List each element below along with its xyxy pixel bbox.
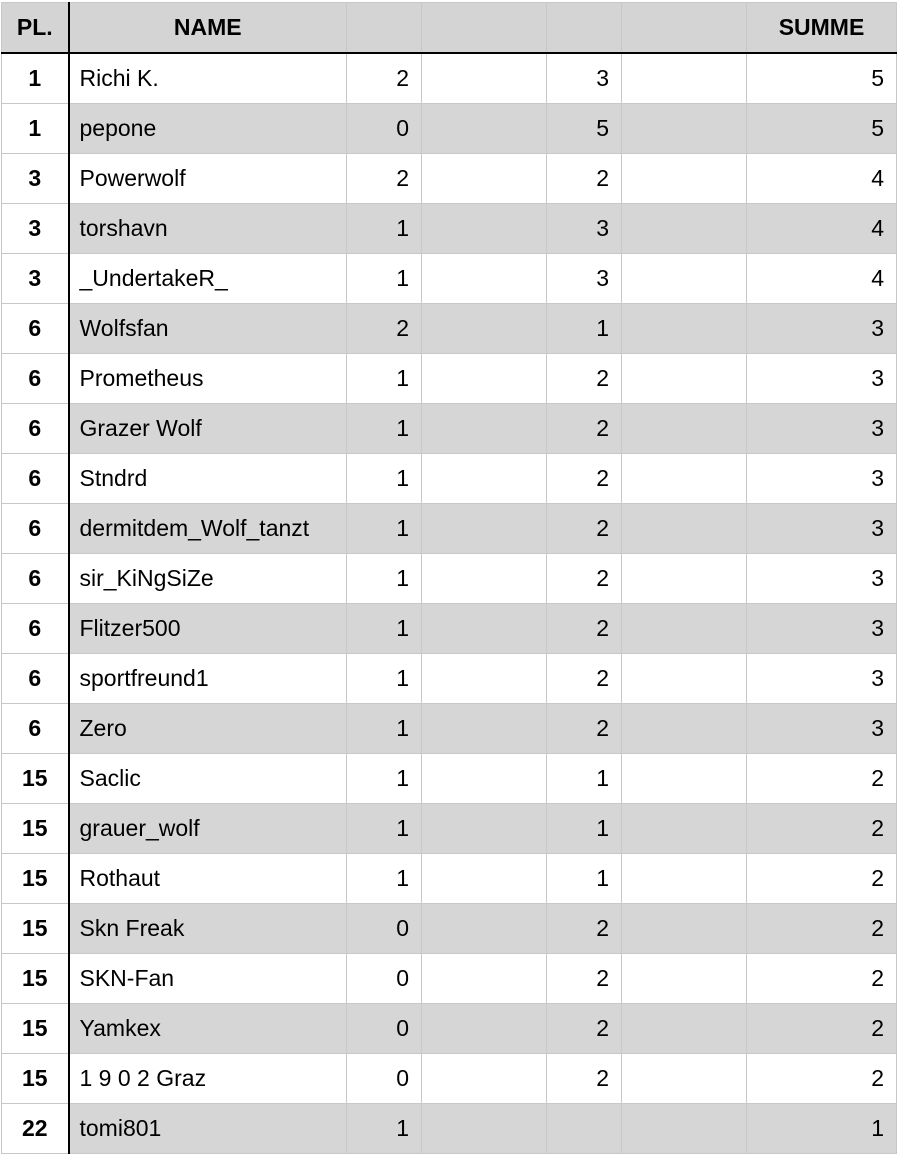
- score-cell-4: [422, 1104, 547, 1154]
- table-row: [2, 1004, 897, 1054]
- score-cell-5: 1: [547, 804, 622, 854]
- name-cell: Zero: [69, 704, 347, 754]
- place-cell: 6: [2, 404, 69, 454]
- score-cell-5: 2: [547, 554, 622, 604]
- score-cell-3: 1: [347, 404, 422, 454]
- score-cell-6: [622, 304, 747, 354]
- sum-cell: 2: [747, 804, 897, 854]
- score-cell-5: 1: [547, 854, 622, 904]
- score-cell-6: [622, 1004, 747, 1054]
- place-cell: 6: [2, 704, 69, 754]
- score-cell-3: 1: [347, 754, 422, 804]
- name-cell: Skn Freak: [69, 904, 347, 954]
- place-cell: 1: [2, 53, 69, 104]
- name-cell: Saclic: [69, 754, 347, 804]
- table-row: [2, 704, 897, 754]
- name-cell: sportfreund1: [69, 654, 347, 704]
- sum-cell: 5: [747, 104, 897, 154]
- score-cell-4: [422, 804, 547, 854]
- score-cell-5: 2: [547, 1054, 622, 1104]
- sum-cell: 4: [747, 154, 897, 204]
- table-row: [2, 804, 897, 854]
- score-cell-3: 1: [347, 854, 422, 904]
- place-cell: 3: [2, 154, 69, 204]
- place-cell: 15: [2, 804, 69, 854]
- score-cell-3: 1: [347, 804, 422, 854]
- score-cell-6: [622, 804, 747, 854]
- score-cell-6: [622, 1104, 747, 1154]
- score-cell-5: 2: [547, 704, 622, 754]
- sum-cell: 4: [747, 204, 897, 254]
- table-row: [2, 304, 897, 354]
- score-cell-6: [622, 1054, 747, 1104]
- name-cell: Richi K.: [69, 53, 347, 104]
- place-cell: 6: [2, 604, 69, 654]
- score-cell-4: [422, 554, 547, 604]
- name-cell: pepone: [69, 104, 347, 154]
- name-cell: 1 9 0 2 Graz: [69, 1054, 347, 1104]
- score-cell-4: [422, 204, 547, 254]
- name-cell: Powerwolf: [69, 154, 347, 204]
- score-cell-5: 2: [547, 904, 622, 954]
- sum-cell: 3: [747, 354, 897, 404]
- score-cell-4: [422, 1054, 547, 1104]
- score-cell-4: [422, 254, 547, 304]
- score-cell-3: 1: [347, 504, 422, 554]
- place-cell: 6: [2, 354, 69, 404]
- sum-cell: 4: [747, 254, 897, 304]
- score-cell-5: 1: [547, 304, 622, 354]
- place-cell: 6: [2, 654, 69, 704]
- score-cell-5: 2: [547, 404, 622, 454]
- table-row: [2, 504, 897, 554]
- header-col5: [547, 3, 622, 54]
- standings-body: [2, 53, 897, 1154]
- table-row: [2, 954, 897, 1004]
- place-cell: 15: [2, 1004, 69, 1054]
- score-cell-4: [422, 704, 547, 754]
- sum-cell: 2: [747, 1004, 897, 1054]
- score-cell-6: [622, 53, 747, 104]
- score-cell-4: [422, 154, 547, 204]
- place-cell: 15: [2, 854, 69, 904]
- score-cell-6: [622, 354, 747, 404]
- name-cell: dermitdem_Wolf_tanzt: [69, 504, 347, 554]
- place-cell: 3: [2, 204, 69, 254]
- table-row: [2, 404, 897, 454]
- table-row: [2, 754, 897, 804]
- score-cell-4: [422, 404, 547, 454]
- name-cell: Rothaut: [69, 854, 347, 904]
- score-cell-3: 0: [347, 1004, 422, 1054]
- table-row: [2, 1054, 897, 1104]
- place-cell: 6: [2, 554, 69, 604]
- score-cell-3: 0: [347, 1054, 422, 1104]
- score-cell-6: [622, 404, 747, 454]
- table-row: [2, 654, 897, 704]
- place-cell: 3: [2, 254, 69, 304]
- score-cell-3: 1: [347, 554, 422, 604]
- score-cell-5: 5: [547, 104, 622, 154]
- place-cell: 6: [2, 454, 69, 504]
- score-cell-6: [622, 254, 747, 304]
- sum-cell: 3: [747, 304, 897, 354]
- score-cell-6: [622, 754, 747, 804]
- score-cell-3: 1: [347, 704, 422, 754]
- header-sum: SUMME: [747, 3, 897, 54]
- score-cell-6: [622, 704, 747, 754]
- score-cell-5: 2: [547, 1004, 622, 1054]
- name-cell: Stndrd: [69, 454, 347, 504]
- name-cell: _UndertakeR_: [69, 254, 347, 304]
- score-cell-6: [622, 604, 747, 654]
- header-row: [2, 3, 897, 54]
- score-cell-5: [547, 1104, 622, 1154]
- score-cell-6: [622, 154, 747, 204]
- name-cell: SKN-Fan: [69, 954, 347, 1004]
- score-cell-4: [422, 304, 547, 354]
- score-cell-3: 0: [347, 104, 422, 154]
- score-cell-5: 1: [547, 754, 622, 804]
- table-row: [2, 204, 897, 254]
- name-cell: torshavn: [69, 204, 347, 254]
- name-cell: grauer_wolf: [69, 804, 347, 854]
- header-name: NAME: [69, 3, 347, 54]
- score-cell-6: [622, 104, 747, 154]
- table-row: [2, 1104, 897, 1154]
- header-place: PL.: [2, 3, 69, 54]
- place-cell: 1: [2, 104, 69, 154]
- sum-cell: 2: [747, 854, 897, 904]
- score-cell-5: 3: [547, 53, 622, 104]
- score-cell-5: 3: [547, 204, 622, 254]
- sum-cell: 2: [747, 754, 897, 804]
- standings-table: [1, 2, 897, 1154]
- score-cell-5: 2: [547, 954, 622, 1004]
- name-cell: Grazer Wolf: [69, 404, 347, 454]
- place-cell: 15: [2, 1054, 69, 1104]
- sum-cell: 3: [747, 454, 897, 504]
- table-row: [2, 154, 897, 204]
- table-row: [2, 904, 897, 954]
- score-cell-6: [622, 854, 747, 904]
- score-cell-6: [622, 504, 747, 554]
- sum-cell: 1: [747, 1104, 897, 1154]
- score-cell-3: 1: [347, 604, 422, 654]
- score-cell-6: [622, 454, 747, 504]
- score-cell-3: 2: [347, 53, 422, 104]
- name-cell: tomi801: [69, 1104, 347, 1154]
- table-row: [2, 104, 897, 154]
- score-cell-4: [422, 504, 547, 554]
- score-cell-5: 3: [547, 254, 622, 304]
- score-cell-3: 2: [347, 304, 422, 354]
- header-col3: [347, 3, 422, 54]
- sum-cell: 3: [747, 604, 897, 654]
- sum-cell: 2: [747, 954, 897, 1004]
- score-cell-3: 1: [347, 654, 422, 704]
- score-cell-5: 2: [547, 354, 622, 404]
- score-cell-5: 2: [547, 454, 622, 504]
- header-col4: [422, 3, 547, 54]
- score-cell-3: 1: [347, 354, 422, 404]
- score-cell-4: [422, 354, 547, 404]
- name-cell: Prometheus: [69, 354, 347, 404]
- sum-cell: 5: [747, 53, 897, 104]
- score-cell-3: 1: [347, 1104, 422, 1154]
- score-cell-4: [422, 53, 547, 104]
- table-row: [2, 554, 897, 604]
- score-cell-4: [422, 754, 547, 804]
- table-row: [2, 354, 897, 404]
- sum-cell: 3: [747, 704, 897, 754]
- table-row: [2, 854, 897, 904]
- score-cell-3: 1: [347, 454, 422, 504]
- sum-cell: 3: [747, 404, 897, 454]
- table-row: [2, 604, 897, 654]
- name-cell: sir_KiNgSiZe: [69, 554, 347, 604]
- score-cell-4: [422, 854, 547, 904]
- score-cell-4: [422, 1004, 547, 1054]
- place-cell: 15: [2, 754, 69, 804]
- sum-cell: 3: [747, 654, 897, 704]
- score-cell-6: [622, 954, 747, 1004]
- place-cell: 15: [2, 954, 69, 1004]
- name-cell: Yamkex: [69, 1004, 347, 1054]
- table-row: [2, 454, 897, 504]
- sum-cell: 3: [747, 504, 897, 554]
- table-row: [2, 254, 897, 304]
- sum-cell: 2: [747, 1054, 897, 1104]
- sum-cell: 3: [747, 554, 897, 604]
- score-cell-4: [422, 104, 547, 154]
- score-cell-6: [622, 554, 747, 604]
- score-cell-5: 2: [547, 654, 622, 704]
- header-col6: [622, 3, 747, 54]
- score-cell-6: [622, 654, 747, 704]
- score-cell-4: [422, 454, 547, 504]
- name-cell: Flitzer500: [69, 604, 347, 654]
- score-cell-6: [622, 204, 747, 254]
- score-cell-4: [422, 654, 547, 704]
- score-cell-4: [422, 904, 547, 954]
- score-cell-5: 2: [547, 154, 622, 204]
- place-cell: 6: [2, 304, 69, 354]
- score-cell-3: 0: [347, 904, 422, 954]
- place-cell: 6: [2, 504, 69, 554]
- sum-cell: 2: [747, 904, 897, 954]
- name-cell: Wolfsfan: [69, 304, 347, 354]
- score-cell-4: [422, 954, 547, 1004]
- score-cell-3: 1: [347, 254, 422, 304]
- score-cell-5: 2: [547, 504, 622, 554]
- score-cell-3: 1: [347, 204, 422, 254]
- score-cell-4: [422, 604, 547, 654]
- table-row: [2, 53, 897, 104]
- score-cell-6: [622, 904, 747, 954]
- place-cell: 22: [2, 1104, 69, 1154]
- score-cell-3: 0: [347, 954, 422, 1004]
- score-cell-3: 2: [347, 154, 422, 204]
- score-cell-5: 2: [547, 604, 622, 654]
- place-cell: 15: [2, 904, 69, 954]
